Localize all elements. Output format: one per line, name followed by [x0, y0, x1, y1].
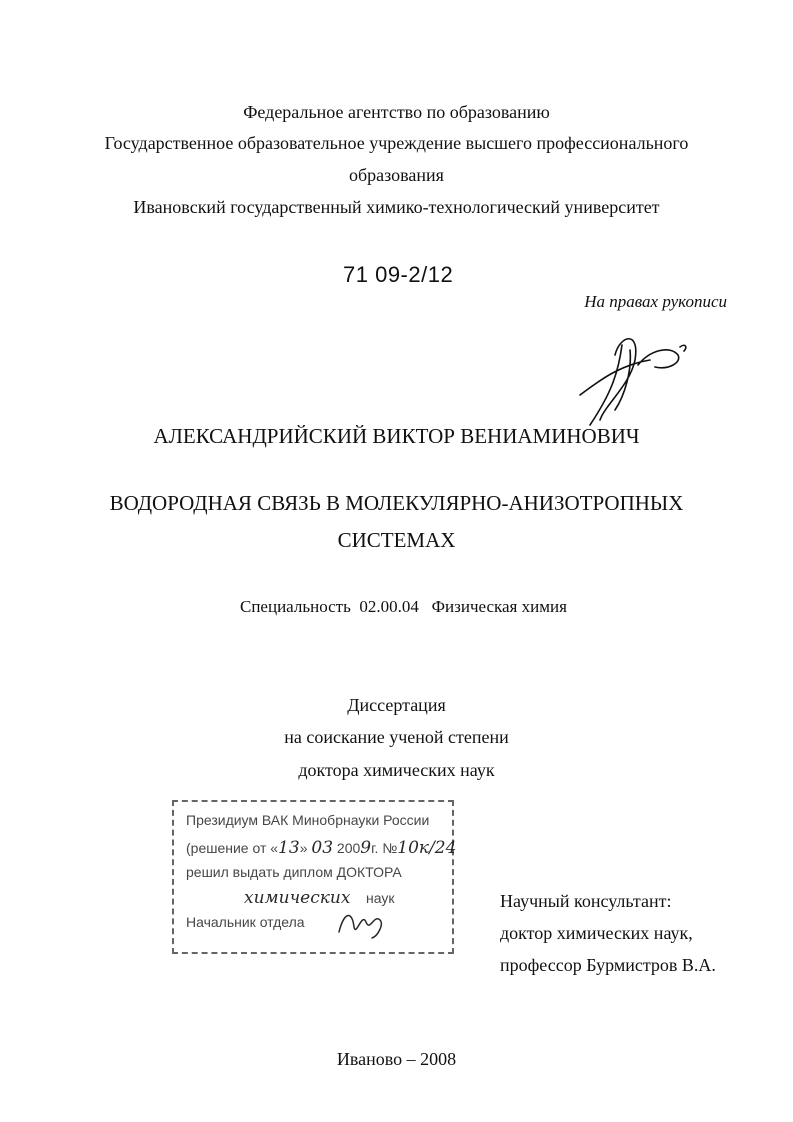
speciality-name: Физическая химия	[431, 597, 567, 616]
stamp-number-label: г. №	[371, 840, 398, 856]
stamp-line-1: Президиум ВАК Минобрнауки России	[186, 812, 430, 828]
stamp-decision-line: (решение от «13» 03 2009г. №10к/24	[186, 838, 457, 858]
stamp-line-3: решил выдать диплом ДОКТОРА	[186, 864, 402, 880]
stamp-science: химических	[244, 888, 351, 908]
manuscript-note: На правах рукописи	[584, 292, 727, 311]
speciality-line	[240, 597, 567, 617]
speciality-code: 02.00.04	[359, 597, 419, 616]
document-number: 71 09-2/12	[343, 262, 454, 287]
stamp-year-digit: 9	[360, 838, 372, 858]
institution-line-2: образования	[349, 165, 444, 185]
stamp-number: 10к/24	[397, 838, 457, 858]
university-line: Ивановский государственный химико-технологический университет	[133, 197, 660, 217]
author-name: АЛЕКСАНДРИЙСКИЙ ВИКТОР ВЕНИАМИНОВИЧ	[153, 424, 640, 448]
stamp-decision-prefix: (решение от «	[186, 840, 279, 856]
city-year: Иваново – 2008	[336, 1049, 457, 1069]
dissertation-line-1: Диссертация	[347, 695, 446, 715]
speciality-label: Специальность	[240, 597, 351, 616]
stamp-year-prefix: 200	[336, 840, 361, 856]
stamp-month: 03	[311, 838, 334, 858]
stamp-science-suffix: наук	[366, 890, 395, 906]
stamp-signature-icon	[334, 902, 394, 942]
agency-line: Федеральное агентство по образованию	[243, 102, 550, 122]
title-line-1: ВОДОРОДНАЯ СВЯЗЬ В МОЛЕКУЛЯРНО-АНИЗОТРОПНЫХ	[109, 491, 684, 515]
consultant-line-2: доктор химических наук,	[500, 923, 693, 943]
title-line-2: СИСТЕМАХ	[337, 528, 456, 552]
stamp-line-5: Начальник отдела	[186, 914, 305, 930]
dissertation-line-2: на соискание ученой степени	[284, 727, 509, 747]
signature-icon	[560, 325, 710, 435]
stamp-day: 13	[278, 838, 300, 858]
dissertation-line-3: доктора химических наук	[298, 760, 495, 780]
approval-stamp	[172, 800, 457, 954]
consultant-line-1: Научный консультант:	[500, 891, 672, 911]
institution-line-1: Государственное образовательное учреждение высшего профессионального	[104, 133, 689, 153]
consultant-line-3: профессор Бурмистров В.А.	[500, 955, 716, 975]
